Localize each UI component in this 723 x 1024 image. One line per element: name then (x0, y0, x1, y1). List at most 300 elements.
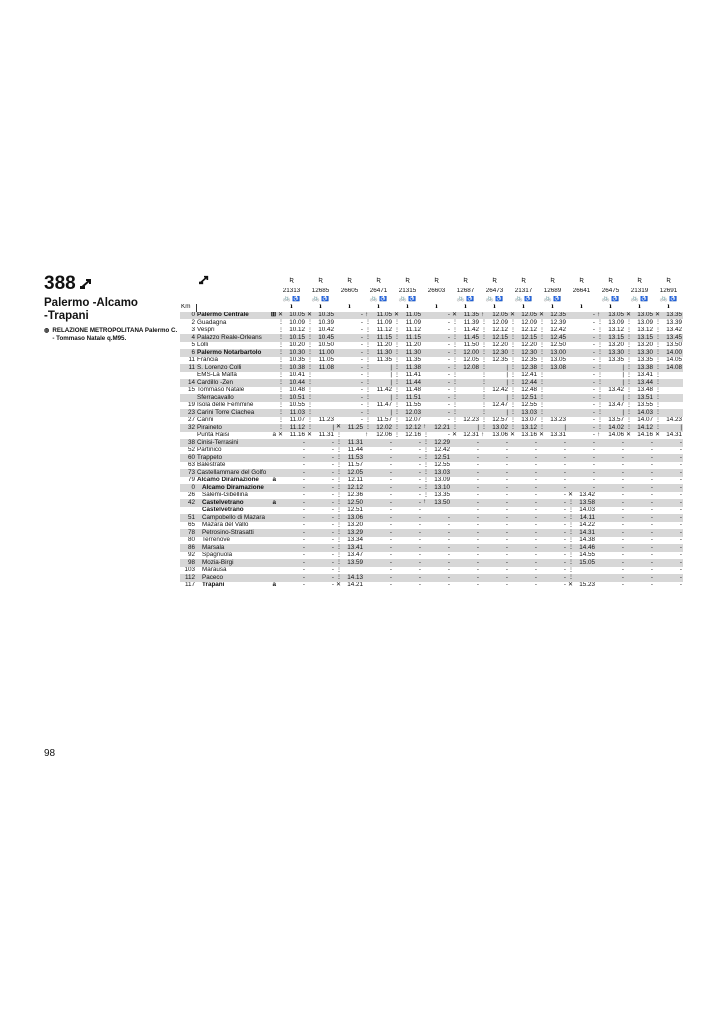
train-number: 21313 (282, 287, 301, 295)
station-name: Mozia-Birgi (202, 559, 234, 566)
station-name: S. Lorenzo Colli (197, 364, 242, 371)
time-value: - (476, 551, 479, 559)
time-cell (277, 499, 306, 507)
time-marker: ⋮ (597, 379, 603, 386)
time-cell (364, 582, 393, 590)
time-value: 11.44 (347, 446, 363, 454)
station-suffix: a (272, 431, 276, 439)
time-value: - (563, 521, 566, 529)
time-value: - (447, 431, 450, 439)
time-value: - (650, 439, 653, 446)
table-row (180, 492, 683, 500)
time-value: 13.05 (637, 311, 653, 319)
time-cell (538, 544, 567, 552)
time-cell (509, 424, 538, 432)
time-marker: ⋮ (307, 341, 313, 348)
time-cell (364, 499, 393, 507)
time-value: 14.13 (347, 574, 363, 581)
time-value: - (389, 484, 392, 491)
info-icon: ℹ (667, 303, 670, 311)
time-value: - (650, 491, 653, 499)
time-marker: ⋮ (278, 319, 284, 326)
time-cell (596, 439, 625, 447)
time-cell (393, 552, 422, 560)
time-value: - (679, 581, 682, 589)
time-value: 11.15 (376, 334, 392, 341)
time-value: 11.12 (289, 424, 305, 431)
time-cell (509, 559, 538, 567)
time-cell (451, 439, 480, 447)
time-cell (625, 342, 654, 350)
time-marker: ⋮ (481, 341, 487, 348)
table-row (180, 507, 683, 515)
time-cell (596, 492, 625, 500)
time-value: 13.23 (550, 416, 566, 424)
time-cell (654, 417, 683, 425)
time-marker: ⋮ (481, 386, 487, 393)
time-cell (364, 439, 393, 447)
time-value: - (621, 439, 624, 446)
time-cell (625, 574, 654, 582)
time-cell (567, 492, 596, 500)
header-info-row (180, 304, 683, 312)
time-marker: ⋮ (481, 409, 487, 416)
time-cell (538, 312, 567, 320)
table-row (180, 364, 683, 372)
time-value: 11.31 (347, 439, 363, 446)
info-icon: ℹ (464, 303, 467, 311)
station-cell (196, 454, 277, 462)
time-cell (654, 342, 683, 350)
time-marker: ⋮ (365, 409, 371, 416)
time-value: - (447, 311, 450, 319)
time-marker: ⋮ (307, 371, 313, 378)
time-value: 13.35 (666, 311, 682, 319)
time-cell (335, 424, 364, 432)
time-marker: ⋮ (510, 364, 516, 371)
time-marker: ⋮ (626, 416, 632, 423)
time-marker: ⋮ (336, 499, 342, 506)
time-value: - (621, 491, 624, 499)
bike-accessible-icon: 🚲 ♿ (311, 295, 330, 303)
time-cell (451, 507, 480, 515)
time-cell (306, 484, 335, 492)
time-value: 13.42 (666, 326, 682, 334)
time-cell (538, 387, 567, 395)
table-row (180, 537, 683, 545)
table-row (180, 477, 683, 485)
time-marker: ⋮ (394, 326, 400, 333)
time-cell (364, 349, 393, 357)
station-suffix: ⊞ (270, 311, 276, 319)
time-value: - (418, 529, 421, 536)
time-cell (277, 372, 306, 380)
time-value: 11.35 (376, 356, 392, 364)
time-cell (422, 402, 451, 410)
time-cell (596, 469, 625, 477)
table-row (180, 334, 683, 342)
time-cell (277, 582, 306, 590)
time-value: - (389, 581, 392, 589)
station-cell (196, 507, 277, 515)
time-cell (654, 319, 683, 327)
time-marker: ⋮ (597, 386, 603, 393)
time-value: - (505, 544, 508, 551)
time-cell (451, 529, 480, 537)
time-value: - (476, 566, 479, 574)
time-value: 11.20 (376, 341, 392, 349)
station-name: Alcamo Diramazione (197, 476, 259, 484)
time-cell (306, 357, 335, 365)
time-marker: ⋮ (423, 476, 429, 483)
time-value: | (564, 424, 566, 431)
time-cell (480, 319, 509, 327)
time-cell (335, 312, 364, 320)
time-value: - (476, 491, 479, 499)
station-cell (196, 387, 277, 395)
time-value: 10.48 (289, 386, 305, 394)
time-cell (509, 469, 538, 477)
station-cell (196, 462, 277, 470)
time-value: 14.22 (579, 521, 595, 529)
time-value: - (418, 446, 421, 454)
time-cell (277, 447, 306, 455)
time-cell (364, 402, 393, 410)
time-cell (654, 379, 683, 387)
time-value: - (360, 364, 363, 371)
time-marker: ⋮ (539, 326, 545, 333)
time-value: - (447, 341, 450, 349)
time-value: - (563, 439, 566, 446)
time-value: - (505, 514, 508, 521)
time-cell (538, 349, 567, 357)
time-marker: ⋮ (539, 334, 545, 341)
time-marker: ⋮ (394, 394, 400, 401)
time-value: - (418, 581, 421, 589)
station-cell (196, 492, 277, 500)
time-marker: ⋮ (336, 476, 342, 483)
time-marker: ⋮ (626, 356, 632, 363)
time-marker: ⋮ (510, 386, 516, 393)
table-row (180, 582, 683, 590)
time-value: - (505, 499, 508, 506)
km-cell: 27 (187, 416, 195, 424)
km-cell: 78 (180, 529, 196, 537)
time-cell (509, 402, 538, 410)
time-marker: ⋮ (307, 319, 313, 326)
time-value: - (389, 491, 392, 499)
km-cell: 52 (187, 446, 195, 454)
time-value: - (679, 499, 682, 506)
time-value: - (447, 371, 450, 379)
time-cell (393, 357, 422, 365)
time-cell (596, 409, 625, 417)
time-cell (509, 552, 538, 560)
time-marker: ⋮ (365, 364, 371, 371)
station-cell (196, 349, 277, 357)
time-value: - (534, 439, 537, 446)
time-cell (393, 484, 422, 492)
time-marker: ⋮ (423, 491, 429, 498)
time-value: - (621, 574, 624, 581)
time-cell (567, 537, 596, 545)
km-cell: 42 (180, 499, 196, 507)
time-marker: ⋮ (336, 439, 342, 446)
bike-accessible-icon: 🚲 ♿ (456, 295, 475, 303)
time-value: 13.12 (608, 326, 624, 334)
station-name: Francia (197, 356, 218, 364)
time-cell (451, 417, 480, 425)
time-value: - (592, 424, 595, 431)
time-value: - (621, 551, 624, 559)
time-value: - (505, 469, 508, 476)
time-value: 10.39 (318, 319, 334, 326)
time-value: - (360, 349, 363, 356)
station-cell (196, 522, 277, 530)
time-value: - (563, 559, 566, 566)
km-cell (180, 372, 196, 380)
time-value: - (418, 559, 421, 566)
route-number (44, 274, 179, 294)
time-cell (306, 477, 335, 485)
time-marker: ✕ (568, 491, 574, 498)
time-value: 14.55 (579, 551, 595, 559)
time-value: 11.00 (318, 349, 334, 356)
km-cell: 92 (187, 551, 195, 559)
time-marker: ⋮ (278, 349, 284, 356)
time-cell (306, 514, 335, 522)
time-value: - (331, 469, 334, 476)
km-cell: 3 (191, 326, 195, 334)
time-value: - (650, 446, 653, 454)
time-value: | (390, 409, 392, 416)
time-cell (567, 484, 596, 492)
km-cell: 60 (180, 454, 196, 462)
time-cell (567, 409, 596, 417)
time-cell (451, 537, 480, 545)
time-value: 11.42 (376, 386, 392, 394)
time-cell (538, 537, 567, 545)
time-marker: ⋮ (365, 356, 371, 363)
time-cell (451, 574, 480, 582)
time-cell (509, 394, 538, 402)
time-cell (451, 567, 480, 575)
time-value: - (534, 536, 537, 544)
time-value: | (390, 364, 392, 371)
time-value: 13.09 (434, 476, 450, 484)
time-marker: ⋮ (597, 409, 603, 416)
km-cell: 23 (180, 409, 196, 417)
time-value: - (389, 454, 392, 461)
train-category-icon: Ʀ (666, 277, 671, 284)
time-marker: ⋮ (626, 371, 632, 378)
time-value: 13.30 (637, 349, 653, 356)
time-value: 12.29 (434, 439, 450, 446)
time-cell (335, 574, 364, 582)
time-cell (480, 349, 509, 357)
bike-accessible-icon (422, 296, 451, 304)
time-value: 12.08 (463, 364, 479, 371)
time-cell (306, 492, 335, 500)
route-note (44, 327, 179, 342)
time-value: - (592, 469, 595, 476)
time-cell (422, 574, 451, 582)
time-value: 13.50 (666, 341, 682, 349)
time-marker: ⋮ (365, 319, 371, 326)
time-marker: ⋮ (626, 379, 632, 386)
time-value: - (621, 521, 624, 529)
km-cell: 14 (180, 379, 196, 387)
route-header (44, 274, 179, 342)
time-cell (538, 372, 567, 380)
time-value: - (476, 536, 479, 544)
time-marker: ⋮ (539, 319, 545, 326)
time-marker: ⋮ (597, 349, 603, 356)
time-value: 13.15 (637, 334, 653, 341)
station-cell (196, 402, 277, 410)
time-value: | (622, 379, 624, 386)
time-value: 12.16 (405, 431, 421, 439)
time-cell (364, 319, 393, 327)
time-marker: ⋮ (336, 536, 342, 543)
time-marker: ⋮ (510, 371, 516, 378)
time-cell (364, 544, 393, 552)
time-value: 15.05 (579, 559, 595, 566)
time-cell (277, 424, 306, 432)
time-value: - (389, 461, 392, 469)
station-cell (196, 499, 277, 507)
time-marker: ⋮ (626, 349, 632, 356)
table-row (180, 342, 683, 350)
time-cell (393, 492, 422, 500)
time-marker: ⋮ (307, 334, 313, 341)
time-value: - (505, 559, 508, 566)
bike-accessible-icon: 🚲 ♿ (630, 295, 649, 303)
page-number: 98 (44, 748, 56, 759)
time-cell (596, 349, 625, 357)
info-icon: ℹ (348, 303, 351, 311)
train-number: 26475 (601, 287, 620, 295)
time-cell (625, 552, 654, 560)
time-cell (422, 327, 451, 335)
time-cell (596, 552, 625, 560)
time-cell (567, 454, 596, 462)
time-cell (654, 559, 683, 567)
time-cell (306, 439, 335, 447)
time-value: - (302, 499, 305, 506)
time-cell (596, 364, 625, 372)
time-cell (654, 477, 683, 485)
time-cell (393, 327, 422, 335)
time-cell (654, 552, 683, 560)
time-value: - (592, 476, 595, 484)
time-cell (625, 514, 654, 522)
time-value: - (621, 469, 624, 476)
time-cell (277, 417, 306, 425)
time-value: - (505, 574, 508, 581)
time-value: 13.51 (637, 394, 653, 401)
time-cell (596, 387, 625, 395)
time-value: - (534, 506, 537, 514)
time-cell (538, 529, 567, 537)
train-category-icon: Ʀ (347, 277, 352, 284)
station-name: Carini (197, 416, 214, 424)
time-marker: ⋮ (568, 536, 574, 543)
time-value: 12.30 (521, 349, 537, 356)
time-value: - (389, 529, 392, 536)
time-marker: ⋮ (278, 356, 284, 363)
time-value: | (680, 424, 682, 431)
time-cell (451, 582, 480, 590)
time-marker: ⋮ (452, 371, 458, 378)
time-value: 11.05 (318, 356, 334, 364)
time-marker: ⋮ (510, 379, 516, 386)
time-marker: ⋮ (394, 409, 400, 416)
time-cell (480, 372, 509, 380)
time-cell (480, 409, 509, 417)
station-name: Balestrate (197, 461, 226, 469)
table-row (180, 559, 683, 567)
time-cell (509, 327, 538, 335)
time-cell (596, 462, 625, 470)
time-cell (509, 529, 538, 537)
station-suffix: a (272, 476, 276, 484)
time-value: 14.38 (579, 536, 595, 544)
time-cell (451, 394, 480, 402)
bike-accessible-icon (567, 296, 596, 304)
time-marker: ⋮ (278, 371, 284, 378)
time-marker: ⋮ (568, 499, 574, 506)
time-marker: ⋮ (568, 566, 574, 573)
time-value: 13.59 (347, 559, 363, 566)
time-cell (596, 424, 625, 432)
time-cell (509, 574, 538, 582)
time-value: - (476, 454, 479, 461)
time-cell (654, 537, 683, 545)
time-cell (364, 529, 393, 537)
time-value: 11.25 (347, 424, 363, 431)
time-marker: ⋮ (394, 424, 400, 431)
time-value: - (360, 371, 363, 379)
time-marker: ⋮ (394, 349, 400, 356)
time-cell (538, 567, 567, 575)
time-cell (480, 477, 509, 485)
station-name: Tommaso Natale (197, 386, 245, 394)
time-cell (625, 402, 654, 410)
km-cell: 32 (180, 424, 196, 432)
time-value: 12.35 (492, 356, 508, 364)
time-value: - (505, 446, 508, 454)
time-cell (277, 357, 306, 365)
time-value: 11.55 (405, 401, 421, 409)
time-cell (393, 312, 422, 320)
time-value: - (302, 521, 305, 529)
table-row (180, 454, 683, 462)
train-arrow-icon (79, 278, 93, 290)
time-marker: ⋮ (307, 326, 313, 333)
time-marker: ⋮ (336, 506, 342, 513)
time-value: - (563, 469, 566, 476)
time-cell (393, 529, 422, 537)
time-cell (335, 492, 364, 500)
time-value: - (534, 491, 537, 499)
time-value: - (621, 499, 624, 506)
time-value: - (621, 484, 624, 491)
time-cell (509, 484, 538, 492)
time-cell (596, 402, 625, 410)
time-value: - (650, 484, 653, 491)
time-cell (567, 499, 596, 507)
